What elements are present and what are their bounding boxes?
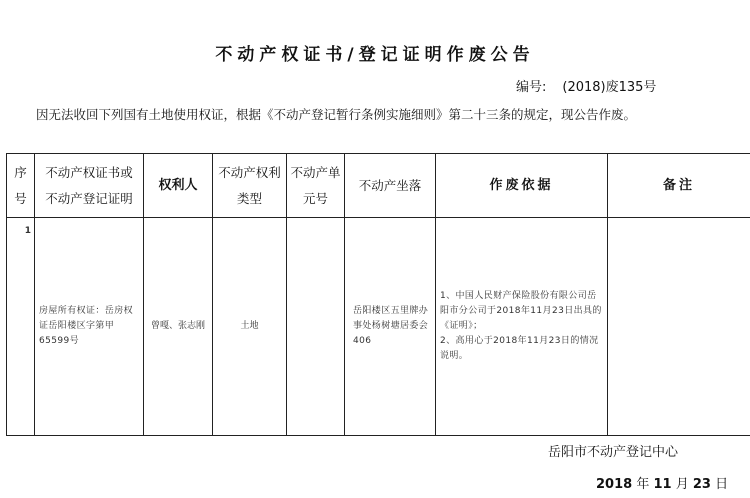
cancellation-table bbox=[6, 153, 750, 436]
header-location: 不动产坐落 bbox=[345, 154, 436, 218]
table-row bbox=[7, 218, 750, 436]
date-month: 11 bbox=[653, 477, 672, 492]
header-remark: 备注 bbox=[608, 154, 750, 218]
date-month-unit: 月 bbox=[675, 477, 689, 492]
header-owner: 权利人 bbox=[144, 154, 213, 218]
row-seq: 1 bbox=[7, 218, 35, 436]
document-title: 不动产权证书/登记证明作废公告 bbox=[215, 45, 535, 65]
row-location: 岳阳楼区五里牌办事处杨树塘居委会406 bbox=[345, 218, 436, 436]
row-type: 土地 bbox=[213, 218, 287, 436]
row-cert: 房屋所有权证：岳房权证岳阳楼区字第甲65599号 bbox=[35, 218, 144, 436]
date-year: 2018 bbox=[596, 477, 633, 492]
row-unit bbox=[287, 218, 345, 436]
document-number-label: 编号: bbox=[516, 80, 547, 95]
row-owner: 曾嘎、张志刚 bbox=[144, 218, 213, 436]
header-basis: 作废依据 bbox=[436, 154, 608, 218]
row-basis-item-2: 2、高用心于2018年11月23日的情况说明。 bbox=[440, 336, 599, 361]
header-cert: 不动产权证书或 不动产登记证明 bbox=[35, 154, 144, 218]
document-number-value: (2018)废135号 bbox=[562, 80, 657, 95]
date-day: 23 bbox=[692, 477, 711, 492]
row-basis-item-1: 1、中国人民财产保险股份有限公司岳阳市分公司于2018年11月23日出具的《证明》； bbox=[440, 291, 602, 331]
date-year-unit: 年 bbox=[636, 477, 650, 492]
header-right-type: 不动产权利 类型 bbox=[213, 154, 287, 218]
issue-date bbox=[596, 473, 728, 492]
issuer-signature: 岳阳市不动产登记中心 bbox=[548, 445, 679, 460]
date-day-unit: 日 bbox=[715, 477, 729, 492]
row-remark bbox=[608, 218, 750, 436]
table-header-row bbox=[7, 154, 750, 218]
intro-paragraph: 因无法收回下列国有土地使用权证，根据《不动产登记暂行条例实施细则》第二十三条的规定，现公告作废。 bbox=[36, 107, 637, 122]
document-number bbox=[516, 76, 656, 95]
header-seq: 序号 bbox=[7, 154, 35, 218]
row-basis bbox=[436, 218, 608, 436]
header-unit-no: 不动产单 元号 bbox=[287, 154, 345, 218]
